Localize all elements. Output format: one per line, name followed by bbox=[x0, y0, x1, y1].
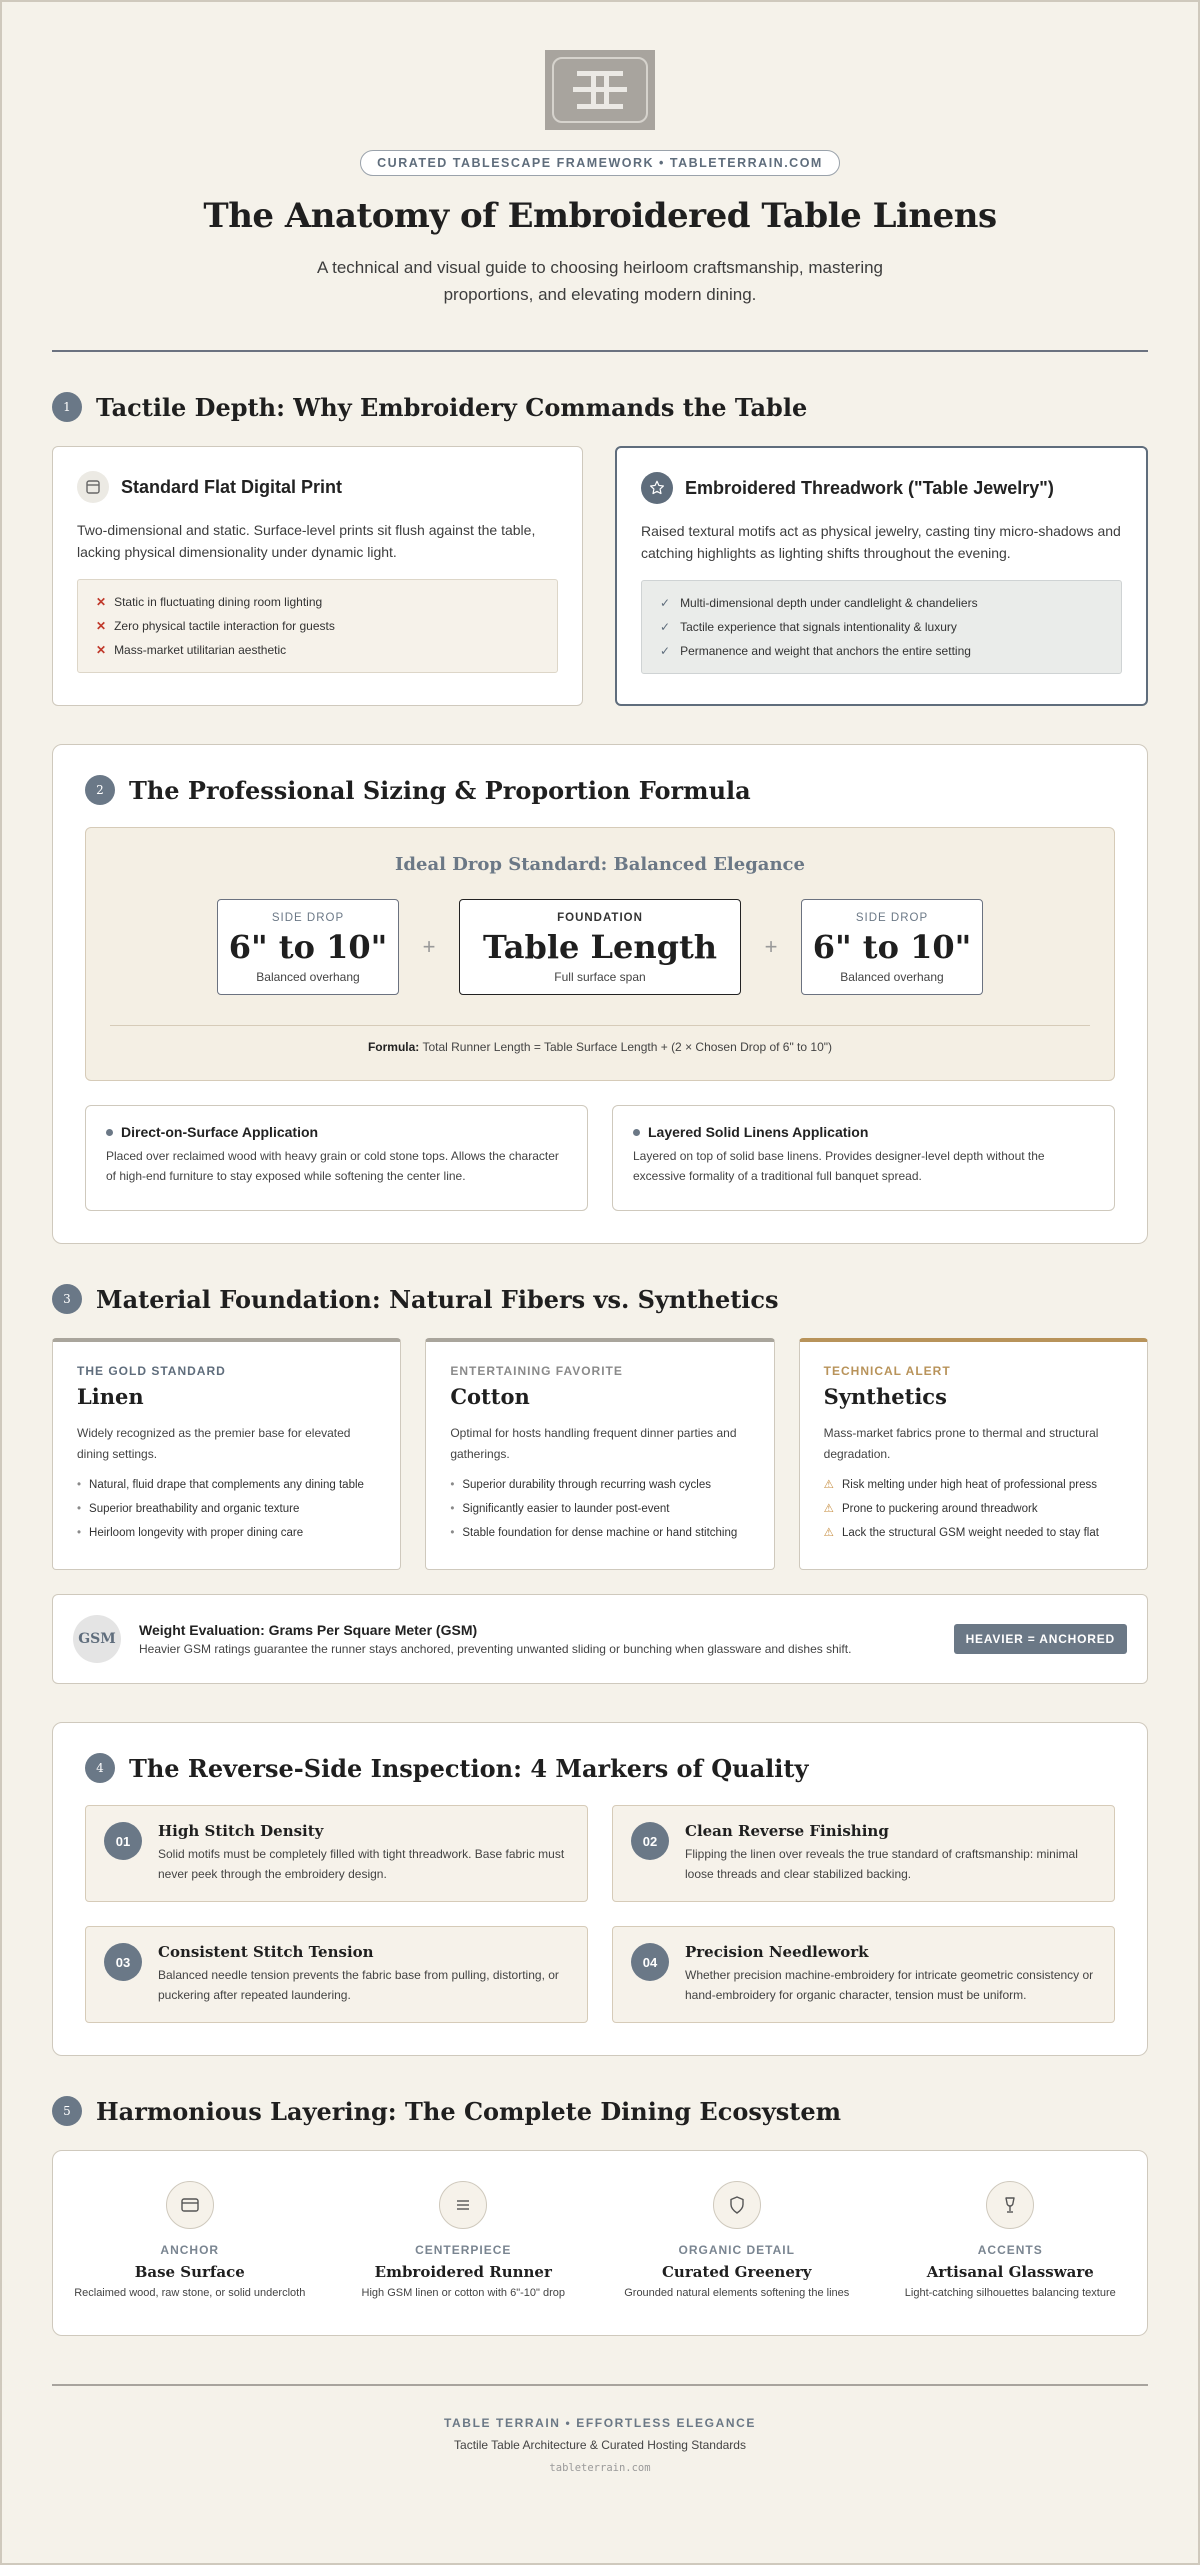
flat-print-card bbox=[52, 446, 583, 706]
ecosystem-item: ORGANIC DETAIL Curated Greenery Grounded natural elements softening the lines bbox=[600, 2181, 874, 2335]
tactile-comparison bbox=[52, 446, 1148, 706]
bullet-dot-icon bbox=[633, 1129, 640, 1136]
gsm-badge: GSM bbox=[73, 1615, 121, 1663]
ecosystem-item: CENTERPIECE Embroidered Runner High GSM linen or cotton with 6"-10" drop bbox=[327, 2181, 601, 2335]
bullet-icon: • bbox=[450, 1503, 455, 1515]
section-2-header bbox=[85, 775, 1115, 805]
marker-card: 01 High Stitch Density Solid motifs must be completely filled with tight threadwork. Base fabric must never peek through the embroidery design. bbox=[85, 1805, 588, 1902]
x-icon: ✕ bbox=[96, 643, 107, 657]
section-number: 1 bbox=[52, 392, 82, 422]
lines-icon bbox=[439, 2181, 487, 2229]
header-divider bbox=[52, 350, 1148, 352]
card-title: Standard Flat Digital Print bbox=[121, 476, 343, 497]
section-4-header bbox=[85, 1753, 1115, 1783]
check-icon: ✓ bbox=[660, 596, 671, 610]
benefit-list bbox=[641, 580, 1122, 674]
footer-brand: TABLE TERRAIN • EFFORTLESS ELEGANCE bbox=[444, 2415, 756, 2430]
bullet-icon: • bbox=[77, 1527, 82, 1539]
shield-icon bbox=[713, 2181, 761, 2229]
fiber-card-synthetics: TECHNICAL ALERT Synthetics Mass-market fabrics prone to thermal and structural degradation. ⚠ Risk melting under high heat of professional press ⚠ Prone to puckering around threadwork ⚠ Lack the structural GSM weight needed to stay flat bbox=[799, 1338, 1148, 1570]
marker-card: 04 Precision Needlework Whether precision machine-embroidery for intricate geometric consistency or hand-embroidery for organic character, tension must be uniform. bbox=[612, 1926, 1115, 2023]
divider bbox=[110, 1025, 1090, 1026]
side-drop-left: SIDE DROP 6" to 10" Balanced overhang bbox=[217, 899, 399, 995]
section-number: 2 bbox=[85, 775, 115, 805]
card-icon bbox=[166, 2181, 214, 2229]
list-item: ⚠ Prone to puckering around threadwork bbox=[823, 1503, 1038, 1515]
drop-standard-box bbox=[85, 827, 1115, 1081]
plus-sign: + bbox=[764, 934, 778, 959]
list-item: • Natural, fluid drape that complements any dining table bbox=[77, 1479, 364, 1491]
fiber-card-cotton: ENTERTAINING FAVORITE Cotton Optimal for hosts handling frequent dinner parties and gatherings. • Superior durability through recurring wash cycles • Significantly easier to launder post-event • Stable foundation for dense machine or hand stitching bbox=[425, 1338, 774, 1570]
header bbox=[52, 2, 1148, 308]
footer bbox=[52, 2386, 1148, 2474]
bullet-icon: • bbox=[77, 1503, 82, 1515]
footer-tagline: Tactile Table Architecture & Curated Hosting Standards bbox=[454, 2437, 746, 2452]
warning-icon: ⚠ bbox=[823, 1479, 834, 1491]
page-subtitle: A technical and visual guide to choosing heirloom craftsmanship, mastering proportions, and elevating modern dining. bbox=[316, 258, 884, 304]
section-title: Tactile Depth: Why Embroidery Commands the Table bbox=[96, 392, 808, 422]
embroidered-card bbox=[615, 446, 1148, 706]
warning-icon: ⚠ bbox=[823, 1503, 834, 1515]
direct-application-card: Direct-on-Surface Application Placed over reclaimed wood with heavy grain or cold stone tops. Allows the character of high-end furniture to stay exposed while softening the center line. bbox=[85, 1105, 588, 1211]
list-item: ✓ Multi-dimensional depth under candlelight & chandeliers bbox=[660, 596, 978, 610]
card-description: Raised textural motifs act as physical jewelry, casting tiny micro-shadows and catching highlights as lighting shifts throughout the evening. bbox=[641, 523, 1121, 561]
list-item: • Superior breathability and organic texture bbox=[77, 1503, 300, 1515]
inspection-section bbox=[52, 1722, 1148, 2056]
section-number: 3 bbox=[52, 1284, 82, 1314]
layered-application-card: Layered Solid Linens Application Layered on top of solid base linens. Provides designer-level depth without the excessive formality of a traditional full banquet spread. bbox=[612, 1105, 1115, 1211]
check-icon: ✓ bbox=[660, 620, 671, 634]
section-3-header bbox=[52, 1284, 1148, 1314]
star-icon bbox=[641, 472, 673, 504]
bullet-icon: • bbox=[450, 1479, 455, 1491]
list-item: ✕ Static in fluctuating dining room lighting bbox=[96, 595, 323, 609]
section-number: 4 bbox=[85, 1753, 115, 1783]
drawback-list bbox=[77, 579, 558, 673]
bullet-dot-icon bbox=[106, 1129, 113, 1136]
section-title: The Professional Sizing & Proportion Formula bbox=[129, 775, 751, 805]
section-1-header bbox=[52, 392, 1148, 422]
print-frame-icon bbox=[77, 471, 109, 503]
glass-icon bbox=[986, 2181, 1034, 2229]
check-icon: ✓ bbox=[660, 644, 671, 658]
drop-standard-title: Ideal Drop Standard: Balanced Elegance bbox=[395, 854, 805, 875]
list-item: • Significantly easier to launder post-event bbox=[450, 1503, 670, 1515]
section-title: The Reverse-Side Inspection: 4 Markers of Quality bbox=[129, 1753, 809, 1783]
anchored-tag: HEAVIER = ANCHORED bbox=[954, 1624, 1127, 1654]
gsm-evaluation-bar bbox=[52, 1594, 1148, 1684]
list-item: ✓ Tactile experience that signals intentionality & luxury bbox=[660, 620, 957, 634]
section-number: 5 bbox=[52, 2096, 82, 2126]
list-item: • Heirloom longevity with proper dining care bbox=[77, 1527, 304, 1539]
section-title: Material Foundation: Natural Fibers vs. Synthetics bbox=[96, 1284, 779, 1314]
list-item: • Superior durability through recurring wash cycles bbox=[450, 1479, 712, 1491]
x-icon: ✕ bbox=[96, 619, 107, 633]
formula-text: Formula: Total Runner Length = Table Surface Length + (2 × Chosen Drop of 6" to 10") bbox=[367, 1040, 833, 1054]
sizing-section bbox=[52, 744, 1148, 1244]
card-description: Two-dimensional and static. Surface-level prints sit flush against the table, lacking physical dimensionality under dynamic light. bbox=[77, 522, 536, 560]
card-title: Embroidered Threadwork ("Table Jewelry") bbox=[685, 477, 1054, 498]
footer-domain-link[interactable]: tableterrain.com bbox=[549, 2461, 651, 2474]
quality-markers bbox=[85, 1805, 1115, 2023]
bullet-icon: • bbox=[77, 1479, 82, 1491]
list-item: ✕ Mass-market utilitarian aesthetic bbox=[96, 643, 287, 657]
logo-emblem-icon bbox=[552, 57, 648, 123]
x-icon: ✕ bbox=[96, 595, 107, 609]
brand-logo bbox=[545, 50, 655, 130]
list-item: ✓ Permanence and weight that anchors the entire setting bbox=[660, 644, 971, 658]
list-item: ⚠ Risk melting under high heat of professional press bbox=[823, 1479, 1098, 1491]
list-item: ⚠ Lack the structural GSM weight needed to stay flat bbox=[823, 1527, 1099, 1539]
ecosystem-item: ACCENTS Artisanal Glassware Light-catching silhouettes balancing texture bbox=[874, 2181, 1148, 2335]
application-cards bbox=[85, 1105, 1115, 1211]
bullet-icon: • bbox=[450, 1527, 455, 1539]
plus-sign: + bbox=[422, 934, 436, 959]
section-title: Harmonious Layering: The Complete Dining Ecosystem bbox=[96, 2096, 842, 2126]
foundation-box: FOUNDATION Table Length Full surface span bbox=[459, 899, 741, 995]
gsm-description: Heavier GSM ratings guarantee the runner stays anchored, preventing unwanted sliding or bunching when glassware and dishes shift. bbox=[139, 1642, 852, 1656]
list-item: ✕ Zero physical tactile interaction for guests bbox=[96, 619, 335, 633]
marker-card: 02 Clean Reverse Finishing Flipping the linen over reveals the true standard of craftsmanship: minimal loose threads and clear stabilized backing. bbox=[612, 1805, 1115, 1902]
ecosystem-item: ANCHOR Base Surface Reclaimed wood, raw stone, or solid undercloth bbox=[53, 2181, 327, 2335]
marker-card: 03 Consistent Stitch Tension Balanced needle tension prevents the fabric base from pulling, distorting, or puckering after repeated laundering. bbox=[85, 1926, 588, 2023]
framework-pill: CURATED TABLESCAPE FRAMEWORK • TABLETERRAIN.COM bbox=[360, 150, 840, 176]
warning-icon: ⚠ bbox=[823, 1527, 834, 1539]
section-5-header bbox=[52, 2096, 1148, 2126]
formula-diagram bbox=[110, 899, 1090, 995]
side-drop-right: SIDE DROP 6" to 10" Balanced overhang bbox=[801, 899, 983, 995]
gsm-title: Weight Evaluation: Grams Per Square Meter (GSM) bbox=[139, 1622, 478, 1638]
page-title: The Anatomy of Embroidered Table Linens bbox=[203, 196, 997, 236]
ecosystem-panel bbox=[52, 2150, 1148, 2336]
fiber-cards bbox=[52, 1338, 1148, 1570]
fiber-card-linen: THE GOLD STANDARD Linen Widely recognized as the premier base for elevated dining settings. • Natural, fluid drape that complements any dining table • Superior breathability and organic texture • Heirloom longevity with proper dining care bbox=[52, 1338, 401, 1570]
list-item: • Stable foundation for dense machine or hand stitching bbox=[450, 1527, 738, 1539]
